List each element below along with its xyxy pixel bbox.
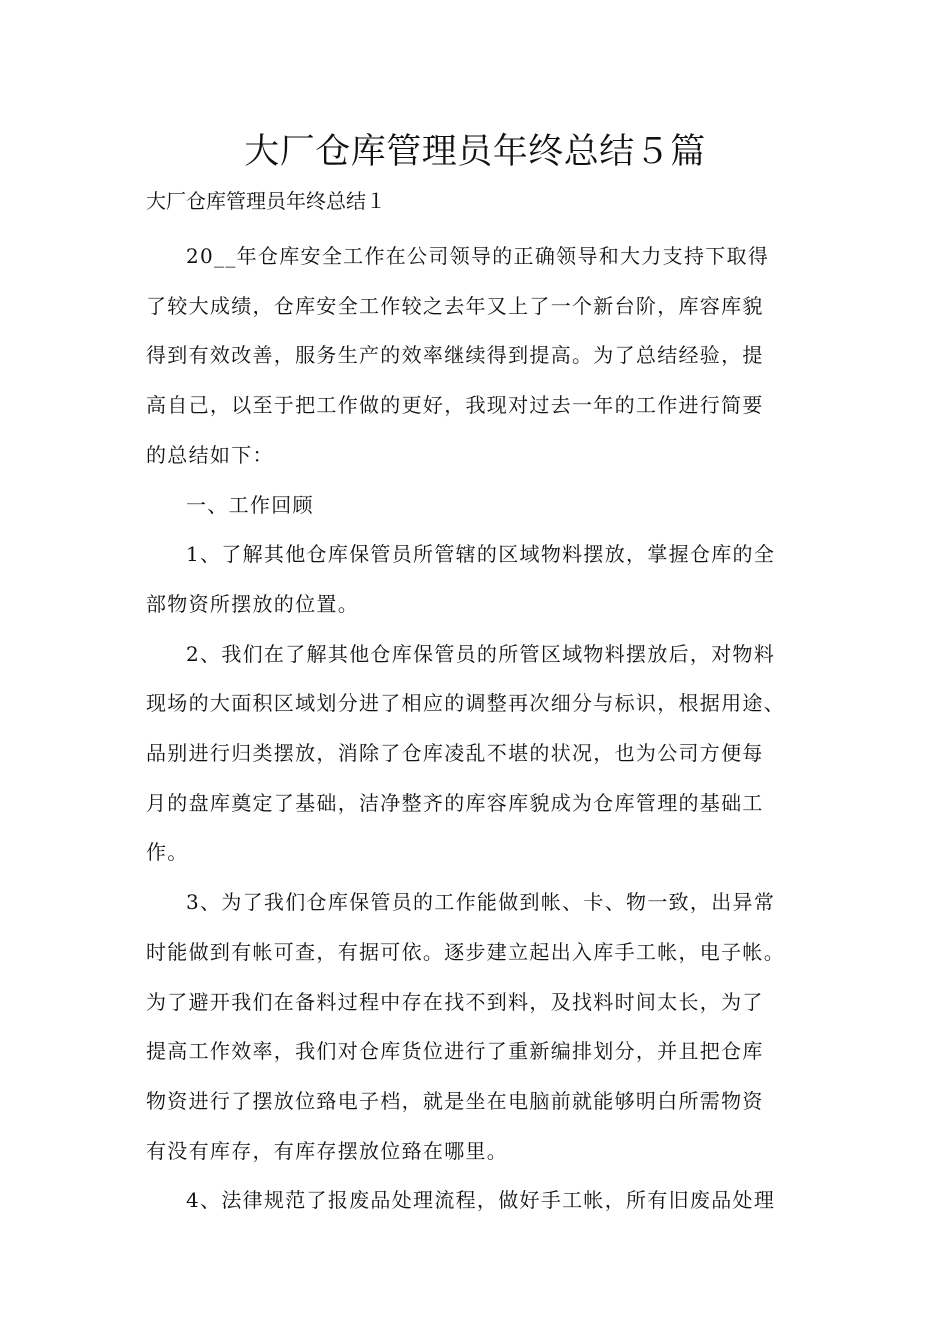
text-line: 现场的大面积区域划分进了相应的调整再次细分与标识，根据用途、	[146, 691, 785, 716]
text-line: 4、法律规范了报废品处理流程，做好手工帐，所有旧废品处理	[186, 1188, 776, 1213]
section-heading: 大厂仓库管理员年终总结１	[146, 189, 386, 213]
paragraph-section-heading	[146, 481, 816, 531]
document-title: 大厂仓库管理员年终总结５篇	[244, 132, 706, 172]
document-body	[146, 232, 816, 1226]
text-line: 部物资所摆放的位置。	[146, 591, 359, 616]
text-line: 时能做到有帐可查，有据可依。逐步建立起出入库手工帐，电子帐。	[146, 939, 785, 964]
text-line: 2、我们在了解其他仓库保管员的所管区域物料摆放后，对物料	[186, 641, 776, 666]
text-line: 为了避开我们在备料过程中存在找不到料，及找料时间太长，为了	[146, 989, 764, 1014]
paragraph-item-2	[146, 630, 816, 879]
text-line: 1、了解其他仓库保管员所管辖的区域物料摆放，掌握仓库的全	[186, 542, 776, 567]
text-line: 的总结如下：	[146, 442, 274, 467]
text-line: 20__年仓库安全工作在公司领导的正确领导和大力支持下取得	[186, 244, 770, 268]
paragraph-item-4	[146, 1176, 816, 1226]
text-line: 了较大成绩，仓库安全工作较之去年又上了一个新台阶，库容库貌	[146, 293, 764, 318]
text-line: 月的盘库奠定了基础，洁净整齐的库容库貌成为仓库管理的基础工	[146, 790, 764, 815]
text-line: 3、为了我们仓库保管员的工作能做到帐、卡、物一致，出异常	[186, 890, 776, 915]
text-line: 得到有效改善，服务生产的效率继续得到提高。为了总结经验，提	[146, 343, 764, 368]
text-line: 提高工作效率，我们对仓库货位进行了重新编排划分，并且把仓库	[146, 1039, 764, 1064]
text-line: 品别进行归类摆放，消除了仓库凌乱不堪的状况，也为公司方便每	[146, 741, 764, 766]
text-line: 作。	[146, 840, 189, 865]
text-line: 物资进行了摆放位臵电子档，就是坐在电脑前就能够明白所需物资	[146, 1088, 764, 1113]
paragraph-item-3	[146, 878, 816, 1176]
text-line: 高自己，以至于把工作做的更好，我现对过去一年的工作进行简要	[146, 393, 764, 418]
text-line: 一、工作回顾	[186, 492, 314, 517]
paragraph-item-1	[146, 530, 816, 629]
text-line: 有没有库存，有库存摆放位臵在哪里。	[146, 1138, 509, 1163]
paragraph-intro	[146, 232, 816, 481]
